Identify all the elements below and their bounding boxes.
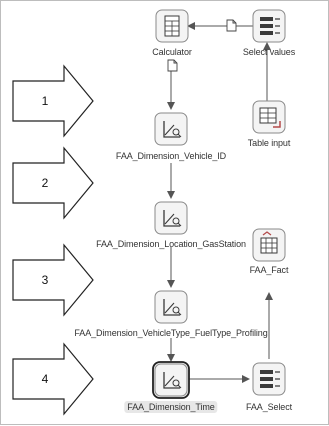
- vehicle-id-step-icon[interactable]: [155, 113, 187, 145]
- step-label-faa-select: FAA_Select: [245, 402, 293, 412]
- hop-copy-badge-icon: [227, 20, 236, 31]
- step-label-profiling: FAA_Dimension_VehicleType_FuelType_Profiling: [74, 328, 268, 338]
- diagram-svg: [1, 1, 329, 426]
- calculator-step-icon[interactable]: [156, 10, 188, 42]
- faa-select-step-icon[interactable]: [253, 363, 285, 395]
- faa-fact-step-icon[interactable]: [253, 229, 285, 261]
- phase-number-3: 3: [41, 273, 49, 287]
- hop-copy-badge-icon: [168, 60, 177, 71]
- phase-arrow-2: [13, 148, 93, 218]
- phase-number-4: 4: [41, 372, 49, 386]
- phase-arrow-4: [13, 344, 93, 414]
- select-values-step-icon[interactable]: [253, 10, 285, 42]
- phase-number-1: 1: [41, 94, 49, 108]
- table-input-step-icon[interactable]: [253, 101, 285, 133]
- phase-arrow-1: [13, 66, 93, 136]
- phase-number-2: 2: [41, 176, 49, 190]
- phase-arrow-3: [13, 245, 93, 315]
- step-label-faa-fact: FAA_Fact: [249, 265, 289, 275]
- step-label-select-values: Select values: [242, 47, 296, 57]
- profiling-step-icon[interactable]: [155, 291, 187, 323]
- step-label-location-gasstation: FAA_Dimension_Location_GasStation: [96, 239, 246, 249]
- location-gasstation-step-icon[interactable]: [155, 202, 187, 234]
- time-step-icon[interactable]: [153, 362, 189, 398]
- step-label-time: FAA_Dimension_Time: [124, 401, 217, 413]
- step-label-calculator: Calculator: [152, 47, 192, 57]
- step-label-table-input: Table input: [247, 138, 291, 148]
- step-label-vehicle-id: FAA_Dimension_Vehicle_ID: [115, 151, 227, 161]
